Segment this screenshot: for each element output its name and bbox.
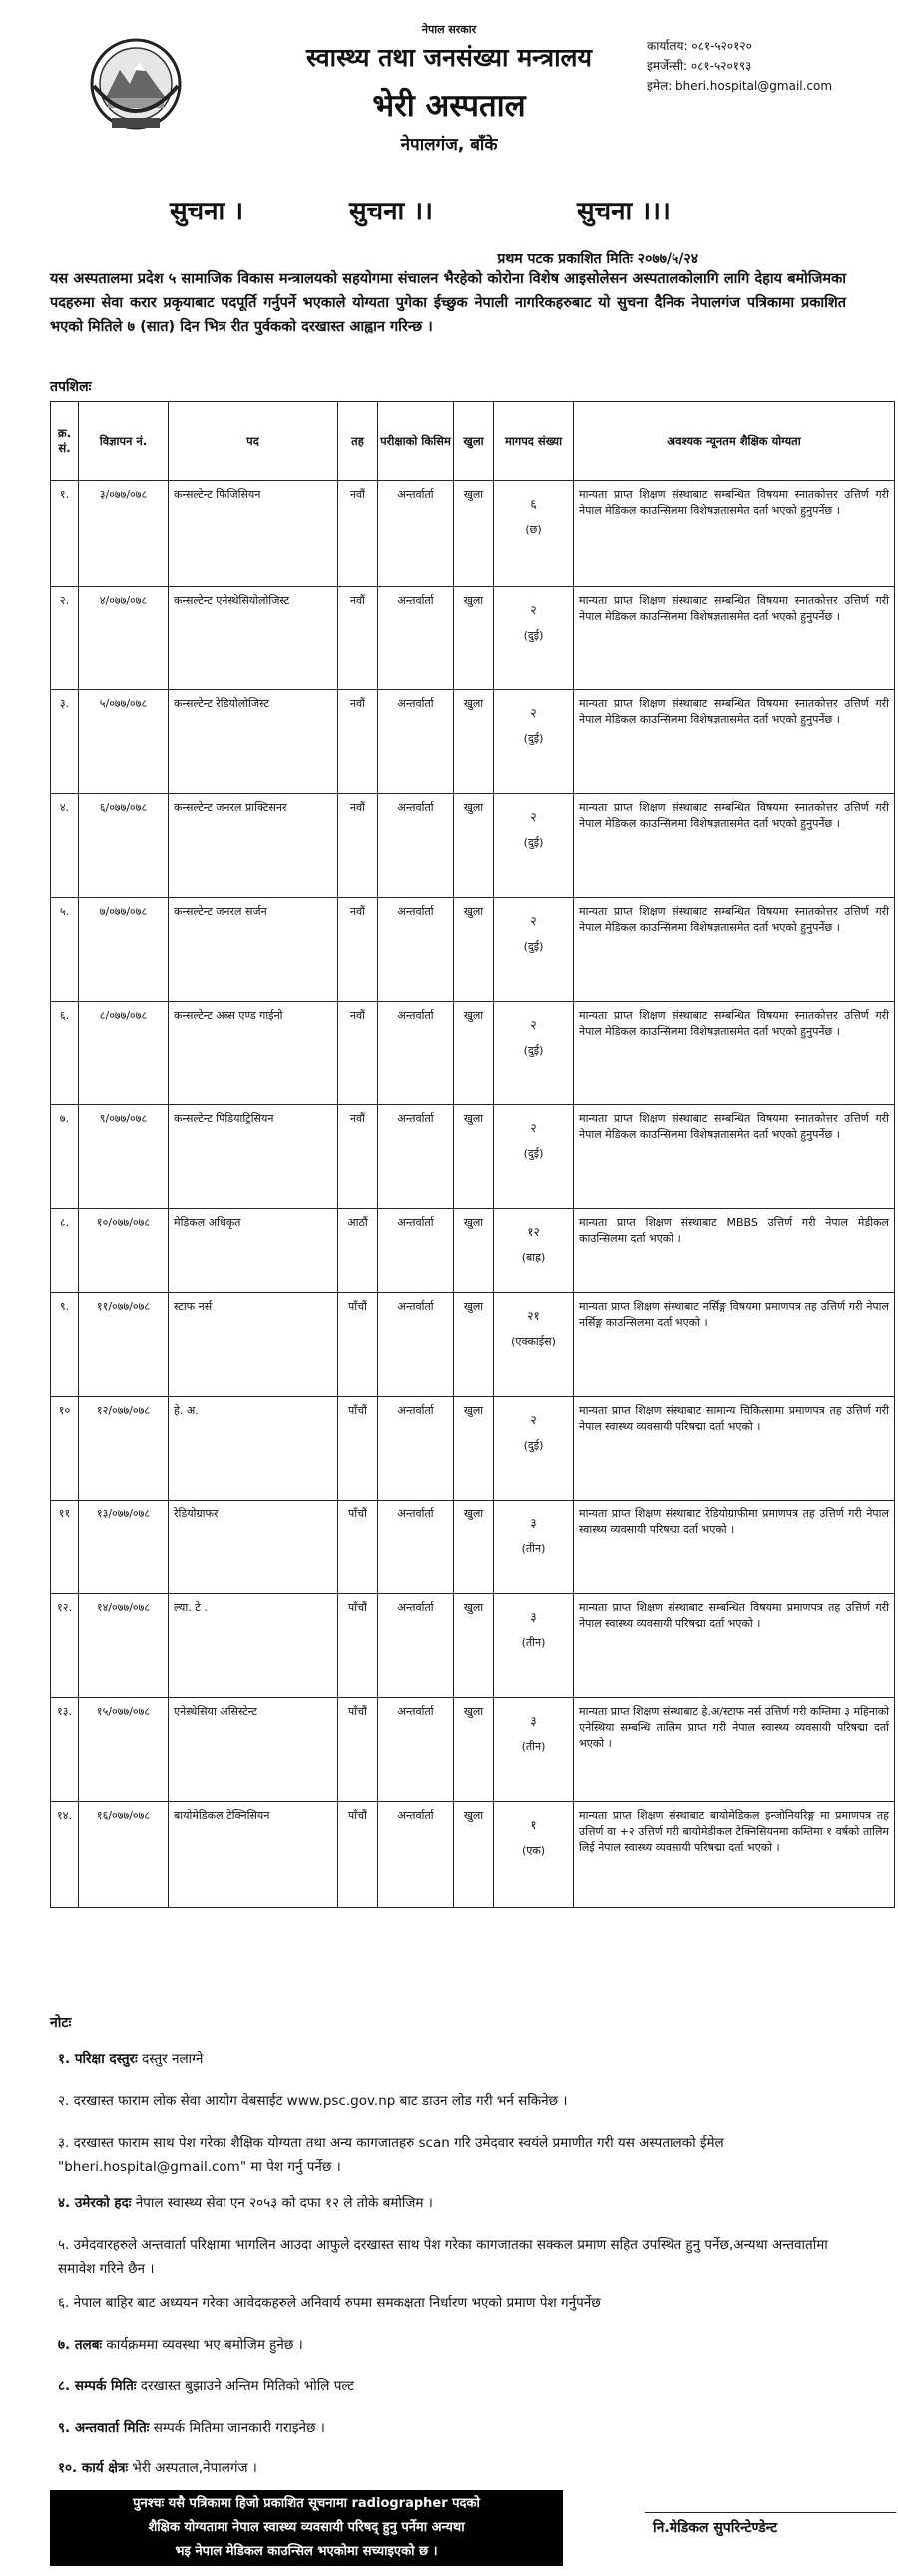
cell-open: खुला [454, 1002, 494, 1105]
note-text: सम्पर्क मितिमा जानकारी गराइनेछ । [149, 2420, 325, 2436]
cell-post: कन्सल्टेन्ट जनरल सर्जन [169, 898, 338, 1002]
cell-advertisement-no: ९/०७७/०७८ [79, 1105, 169, 1209]
cell-exam-type: अन्तर्वार्ता [378, 690, 454, 794]
quantity-number: १ [530, 1818, 537, 1832]
signatory-title: नि.मेडिकल सुपरिन्टेण्डेन्ट [653, 2520, 778, 2536]
cell-advertisement-no: ३/०७७/०७८ [79, 481, 169, 587]
note-text: ३. दरखास्त फाराम साथ पेश गरेका शैक्षिक योग्यता तथा अन्य कागजातहरु scan गरि उमेदवार स्वयंले प्रमाणीत गरी यस अस्पतालको ईमेल "bheri.hospital@gmail.com" मा पेश गर्नु पर्नेछ । [58, 2135, 724, 2175]
cell-qualification: मान्यता प्राप्त शिक्षण संस्थाबाट सम्बन्धित विषयमा स्नातकोत्तर उत्तिर्ण गरी नेपाल मेडिकल काउन्सिलमा विशेषज्ञतासमेत दर्ता भएको हुनुपर्नेछ । [574, 794, 895, 898]
quantity-words: (तीन) [521, 1636, 546, 1649]
cell-exam-type: अन्तर्वार्ता [378, 1209, 454, 1293]
note-item [58, 2047, 866, 2071]
table-header-row [51, 402, 895, 481]
cell-sn: १० [51, 1397, 79, 1501]
cell-open: खुला [454, 1501, 494, 1594]
quantity-words: (तीन) [521, 1740, 546, 1753]
col-header-quantity: मागपद संख्या [494, 402, 574, 481]
table-row [51, 1293, 895, 1397]
cell-level: पाँचौं [338, 1501, 378, 1594]
cell-quantity [494, 1698, 574, 1802]
cell-open: खुला [454, 794, 494, 898]
quantity-number: २ [530, 1121, 537, 1135]
cell-qualification: मान्यता प्राप्त शिक्षण संस्थाबाट सम्बन्धित विषयमा स्नातकोत्तर उत्तिर्ण गरी नेपाल मेडिकल काउन्सिलमा विशेषज्ञतासमेत दर्ता भएको हुनुपर्नेछ । [574, 690, 895, 794]
table-row [51, 1698, 895, 1802]
cell-qualification: मान्यता प्राप्त शिक्षण संस्थाबाट सम्बन्धित विषयमा स्नातकोत्तर उत्तिर्ण गरी नेपाल मेडिकल काउन्सिलमा विशेषज्ञतासमेत दर्ता भएको हुनुपर्नेछ । [574, 1002, 895, 1105]
cell-post: कन्सल्टेन्ट रेडियोलोजिस्ट [169, 690, 338, 794]
cell-qualification: मान्यता प्राप्त शिक्षण संस्थाबाट सम्बन्धित विषयमा प्रमाणपत्र तह उत्तिर्ण गरी नेपाल स्वास्थ्य व्यवसायी परिषद्मा दर्ता भएको । [574, 1594, 895, 1698]
cell-post: कन्सल्टेन्ट अब्स एण्ड गाईनो [169, 1002, 338, 1105]
cell-sn: ७. [51, 1105, 79, 1209]
quantity-number: २ [530, 603, 537, 617]
cell-level: आठौं [338, 1209, 378, 1293]
cell-sn: ३. [51, 690, 79, 794]
cell-open: खुला [454, 587, 494, 690]
cell-advertisement-no: १६/०७७/०७८ [79, 1802, 169, 1908]
cell-post: मेडिकल अधिकृत [169, 1209, 338, 1293]
cell-exam-type: अन्तर्वार्ता [378, 1002, 454, 1105]
cell-advertisement-no: ७/०७७/०७८ [79, 898, 169, 1002]
note-item [58, 2333, 866, 2357]
cell-exam-type: अन्तर्वार्ता [378, 1698, 454, 1802]
cell-exam-type: अन्तर्वार्ता [378, 1293, 454, 1397]
cell-sn: १३. [51, 1698, 79, 1802]
cell-qualification: मान्यता प्राप्त शिक्षण संस्थाबाट सम्बन्धित विषयमा स्नातकोत्तर उत्तिर्ण गरी नेपाल मेडिकल काउन्सिलमा विशेषज्ञतासमेत दर्ता भएको हुनुपर्नेछ । [574, 898, 895, 1002]
table-row [51, 1209, 895, 1293]
cell-open: खुला [454, 1698, 494, 1802]
cell-quantity [494, 794, 574, 898]
hospital-title: भेरी अस्पताल [372, 88, 526, 124]
cell-post: कन्सल्टेन्ट एनेस्थेसियोलोजिस्ट [169, 587, 338, 690]
cell-sn: २. [51, 587, 79, 690]
cell-advertisement-no: ६/०७७/०७८ [79, 794, 169, 898]
note-item [58, 2233, 866, 2281]
quantity-words: (छ) [525, 523, 542, 536]
cell-quantity [494, 1293, 574, 1397]
note-item [58, 2416, 866, 2440]
table-row [51, 587, 895, 690]
correction-line-2: शैक्षिक योग्यतामा नेपाल स्वास्थ्य व्यवसायी परिषद् हुनु पर्नेमा अन्यथा [148, 2520, 465, 2535]
cell-qualification: मान्यता प्राप्त शिक्षण संस्थाबाट बायोमेडिकल इन्जोनियरिङ्ग मा प्रमाणपत्र तह उत्तिर्ण वा +२ उत्तिर्ण गरी बायोमेडीकल टेक्निसियनमा कम्तिमा १ वर्षको तालिम लिई नेपाल स्वास्थ्य व्यवसायी परिषद्मा दर्ता भएको । [574, 1802, 895, 1908]
col-header-open: खुला [454, 402, 494, 481]
note-label: १०. कार्य क्षेत्रः [58, 2460, 129, 2476]
quantity-number: ३ [530, 1610, 537, 1624]
cell-level: पाँचौं [338, 1698, 378, 1802]
note-item [58, 2089, 866, 2113]
note-item [58, 2131, 866, 2179]
cell-quantity [494, 1002, 574, 1105]
table-row [51, 794, 895, 898]
quantity-number: ६ [530, 497, 537, 511]
quantity-number: २१ [527, 1309, 540, 1323]
cell-level: नवौं [338, 794, 378, 898]
vacancy-table [50, 401, 895, 1908]
cell-post: एनेस्थेसिया असिस्टेन्ट [169, 1698, 338, 1802]
table-row [51, 1105, 895, 1209]
note-text: ६. नेपाल बाहिर बाट अध्ययन गरेका आवेदकहरुले अनिवार्य रुपमा समकक्षता निर्धारण भएको प्रमाण पेश गर्नुपर्नेछ [58, 2295, 601, 2311]
quantity-words: (दुई) [523, 732, 544, 745]
cell-advertisement-no: ४/०७७/०७८ [79, 587, 169, 690]
quantity-words: (दुई) [523, 1147, 544, 1160]
table-row [51, 481, 895, 587]
cell-exam-type: अन्तर्वार्ता [378, 1501, 454, 1594]
table-row [51, 898, 895, 1002]
table-row [51, 1594, 895, 1698]
correction-line-3: भइ नेपाल मेडिकल काउन्सिल भएकोमा सच्याइएको छ । [175, 2544, 438, 2559]
cell-exam-type: अन्तर्वार्ता [378, 1594, 454, 1698]
notice-title-3: सुचना ।।। [577, 197, 671, 226]
cell-sn: ९. [51, 1293, 79, 1397]
note-item [58, 2374, 866, 2398]
note-label: ९. अन्तवार्ता मितिः [58, 2420, 150, 2436]
cell-post: स्टाफ नर्स [169, 1293, 338, 1397]
quantity-words: (दुई) [523, 836, 544, 849]
col-header-post: पद [169, 402, 338, 481]
ministry-title: स्वास्थ्य तथा जनसंख्या मन्त्रालय [305, 43, 592, 72]
quantity-words: (दुई) [523, 1439, 544, 1452]
cell-qualification: मान्यता प्राप्त शिक्षण संस्थाबाट हे.अ/स्टाफ नर्स उत्तिर्ण गरी कम्तिमा ३ महिनाको एनेस्थिया सम्बन्धि तालिम प्राप्त गरी नेपाल स्वास्थ्य व्यवसायी परिषद्मा दर्ता भएको । [574, 1698, 895, 1802]
cell-exam-type: अन्तर्वार्ता [378, 1397, 454, 1501]
notice-title-2: सुचना ।। [349, 197, 434, 226]
quantity-words: (दुई) [523, 1044, 544, 1057]
note-label: ८. सम्पर्क मितिः [58, 2378, 137, 2394]
cell-advertisement-no: १४/०७७/०७८ [79, 1594, 169, 1698]
cell-qualification: मान्यता प्राप्त शिक्षण संस्थाबाट सम्बन्धित विषयमा स्नातकोत्तर उत्तिर्ण गरी नेपाल मेडिकल काउन्सिलमा विशेषज्ञतासमेत दर्ता भएको हुनुपर्नेछ । [574, 1105, 895, 1209]
cell-qualification: मान्यता प्राप्त शिक्षण संस्थाबाट रेडियोग्राफीमा प्रमाणपत्र तह उत्तिर्ण गरी नेपाल स्वास्थ्य व्यवसायी परिषद्मा दर्ता भएको । [574, 1501, 895, 1594]
cell-level: नवौं [338, 587, 378, 690]
note-item [58, 2456, 866, 2480]
cell-exam-type: अन्तर्वार्ता [378, 1105, 454, 1209]
quantity-number: १२ [527, 1225, 540, 1239]
cell-advertisement-no: ५/०७७/०७८ [79, 690, 169, 794]
cell-advertisement-no: १२/०७७/०७८ [79, 1397, 169, 1501]
cell-sn: १. [51, 481, 79, 587]
cell-advertisement-no: १५/०७७/०७८ [79, 1698, 169, 1802]
col-header-level: तह [338, 402, 378, 481]
signature-line [645, 2512, 896, 2513]
cell-quantity [494, 1105, 574, 1209]
publication-date: प्रथम पटक प्रकाशित मितिः २०७७/५/२४ [497, 251, 698, 267]
table-body [51, 481, 895, 1908]
cell-exam-type: अन्तर्वार्ता [378, 898, 454, 1002]
note-text: २. दरखास्त फाराम लोक सेवा आयोग वेबसाईट www.psc.gov.np बाट डाउन लोड गरी भर्न सकिनेछ । [58, 2093, 568, 2109]
cell-qualification: मान्यता प्राप्त शिक्षण संस्थाबाट सामान्य चिकित्सामा प्रमाणपत्र तह उत्तिर्ण गरी नेपाल स्वास्थ्य व्यवसायी परिषद्मा दर्ता भएको । [574, 1397, 895, 1501]
cell-open: खुला [454, 1397, 494, 1501]
cell-open: खुला [454, 1209, 494, 1293]
contact-block [647, 36, 832, 96]
notice-title-1: सुचना । [170, 197, 244, 226]
cell-level: पाँचौं [338, 1397, 378, 1501]
notice-titles [0, 192, 898, 231]
office-phone: कार्यालय: ०८१-५२०१२० [647, 39, 752, 53]
cell-open: खुला [454, 1594, 494, 1698]
cell-quantity [494, 481, 574, 587]
cell-exam-type: अन्तर्वार्ता [378, 481, 454, 587]
quantity-number: ३ [530, 1714, 537, 1728]
cell-sn: ४. [51, 794, 79, 898]
cell-post: रेडियोग्राफर [169, 1501, 338, 1594]
quantity-words: (एक्काईस) [511, 1335, 556, 1348]
cell-level: नवौं [338, 1002, 378, 1105]
col-header-qualification: अवश्यक न्यूनतम शैक्षिक योग्यता [574, 402, 895, 481]
hospital-location: नेपालगंज, बाँके [400, 135, 498, 155]
cell-exam-type: अन्तर्वार्ता [378, 587, 454, 690]
quantity-number: २ [530, 914, 537, 928]
correction-line-1: पुनश्चः यसै पत्रिकामा हिजो प्रकाशित सूचनामा radiographer पदको [133, 2496, 480, 2511]
cell-quantity [494, 1397, 574, 1501]
quantity-words: (तीन) [521, 1542, 546, 1555]
cell-open: खुला [454, 898, 494, 1002]
cell-level: पाँचौं [338, 1293, 378, 1397]
cell-sn: ११ [51, 1501, 79, 1594]
cell-level: नवौं [338, 690, 378, 794]
emergency-phone: इमर्जेन्सी: ०८१-५२०१९३ [647, 59, 752, 73]
cell-level: नवौं [338, 481, 378, 587]
cell-post: कन्सल्टेन्ट जनरल प्राक्टिसनर [169, 794, 338, 898]
cell-exam-type: अन्तर्वार्ता [378, 1802, 454, 1908]
cell-quantity [494, 587, 574, 690]
note-label: ४. उमेरको हदः [58, 2195, 132, 2211]
cell-advertisement-no: ८/०७७/०७८ [79, 1002, 169, 1105]
details-label: तपशिलः [50, 379, 92, 395]
quantity-number: ३ [530, 1516, 537, 1530]
note-label: १. परिक्षा दस्तुरः [58, 2051, 138, 2067]
note-text: भेरी अस्पताल,नेपालगंज । [128, 2460, 257, 2476]
cell-post: ल्या. टे . [169, 1594, 338, 1698]
cell-sn: १४. [51, 1802, 79, 1908]
note-item [58, 2291, 866, 2315]
cell-quantity [494, 1802, 574, 1908]
email-address: इमेल: bheri.hospital@gmail.com [647, 79, 833, 93]
note-text: नेपाल स्वास्थ्य सेवा एन २०५३ को दफा १२ ले तोके बमोजिम । [131, 2195, 433, 2211]
cell-sn: ८. [51, 1209, 79, 1293]
cell-advertisement-no: ११/०७७/०७८ [79, 1293, 169, 1397]
cell-qualification: मान्यता प्राप्त शिक्षण संस्थाबाट सम्बन्धित विषयमा स्नातकोत्तर उत्तिर्ण गरी नेपाल मेडिकल काउन्सिलमा विशेषज्ञतासमेत दर्ता भएको हुनुपर्नेछ । [574, 587, 895, 690]
table-row [51, 1002, 895, 1105]
col-header-exam-type: परीक्षाको किसिम [378, 402, 454, 481]
cell-level: नवौं [338, 898, 378, 1002]
cell-open: खुला [454, 690, 494, 794]
correction-notice [50, 2490, 563, 2566]
cell-open: खुला [454, 1802, 494, 1908]
quantity-words: (बाह्र) [521, 1251, 546, 1264]
cell-quantity [494, 1501, 574, 1594]
cell-level: पाँचौं [338, 1802, 378, 1908]
cell-sn: १२. [51, 1594, 79, 1698]
cell-level: पाँचौं [338, 1594, 378, 1698]
intro-paragraph: यस अस्पतालमा प्रदेश ५ सामाजिक विकास मन्त्रालयको सहयोगमा संचालन भैरहेको कोरोना विशेष आइसोलेसन अस्पतालकोलागि लागि देहाय बमोजिमका पदहरुमा सेवा करार प्रकृयाबाट पदपूर्ति गर्नुपर्ने भएकाले योग्यता पुगेका ईच्छुक नेपाली नागरिकहरुबाट यो सुचना दैनिक नेपालगंज पत्रिकामा प्रकाशित भएको मितिले ७ (सात) दिन भित्र रीत पुर्वकको दरखास्त आह्वान गरिन्छ । [50, 271, 846, 335]
cell-exam-type: अन्तर्वार्ता [378, 794, 454, 898]
cell-open: खुला [454, 1293, 494, 1397]
note-item [58, 2191, 866, 2215]
cell-qualification: मान्यता प्राप्त शिक्षण संस्थाबाट सम्बन्धित विषयमा स्नातकोत्तर उत्तिर्ण गरी नेपाल मेडिकल काउन्सिलमा विशेषज्ञतासमेत दर्ता भएको हुनुपर्नेछ । [574, 481, 895, 587]
note-text: दस्तुर नलाग्ने [137, 2051, 204, 2067]
cell-quantity [494, 898, 574, 1002]
quantity-words: (दुई) [523, 629, 544, 642]
cell-open: खुला [454, 481, 494, 587]
quantity-number: २ [530, 1413, 537, 1427]
cell-sn: ५. [51, 898, 79, 1002]
cell-quantity [494, 690, 574, 794]
cell-level: नवौं [338, 1105, 378, 1209]
note-text: ५. उमेदवारहरुले अन्तवार्ता परिक्षामा भागलिन आउदा आफुले दरखास्त साथ पेश गरेका कागजातका सक्कल प्रमाण सहित उपस्थित हुनु पर्नेछ,अन्यथा अन्तवार्तामा समावेश गरिने छैन । [58, 2237, 828, 2277]
cell-quantity [494, 1594, 574, 1698]
cell-post: बायोमेडिकल टेक्निसियन [169, 1802, 338, 1908]
government-label: नेपाल सरकार [421, 23, 477, 36]
cell-advertisement-no: १०/०७७/०७८ [79, 1209, 169, 1293]
cell-advertisement-no: १३/०७७/०७८ [79, 1501, 169, 1594]
quantity-words: (दुई) [523, 940, 544, 953]
note-text: कार्यक्रममा व्यवस्था भए बमोजिम हुनेछ । [102, 2337, 303, 2353]
cell-open: खुला [454, 1105, 494, 1209]
cell-post: कन्सल्टेन्ट फिजिसियन [169, 481, 338, 587]
col-header-sn: क्र. सं. [51, 402, 79, 481]
note-text: दरखास्त बुझाउने अन्तिम मितिको भोलि पल्ट [136, 2378, 355, 2394]
table-row [51, 1501, 895, 1594]
quantity-number: २ [530, 810, 537, 824]
quantity-number: २ [530, 1018, 537, 1032]
cell-qualification: मान्यता प्राप्त शिक्षण संस्थाबाट नर्सिङ्ग विषयमा प्रमाणपत्र तह उत्तिर्ण गरी नेपाल नर्सिङ्ग काउन्सिलमा दर्ता भएको । [574, 1293, 895, 1397]
table-row [51, 1802, 895, 1908]
cell-qualification: मान्यता प्राप्त शिक्षण संस्थाबाट MBBS उत्तिर्ण गरी नेपाल मेडीकल काउन्सिलमा दर्ता भएको । [574, 1209, 895, 1293]
note-label: ७. तलबः [58, 2337, 103, 2353]
cell-sn: ६. [51, 1002, 79, 1105]
cell-quantity [494, 1209, 574, 1293]
notes-title: नोटः [50, 2015, 72, 2031]
col-header-advertisement: विज्ञापन नं. [79, 402, 169, 481]
quantity-words: (एक) [521, 1844, 546, 1857]
table-row [51, 690, 895, 794]
cell-post: हे. अ. [169, 1397, 338, 1501]
table-row [51, 1397, 895, 1501]
quantity-number: २ [530, 706, 537, 720]
cell-post: कन्सल्टेन्ट पिडियाट्रिसियन [169, 1105, 338, 1209]
